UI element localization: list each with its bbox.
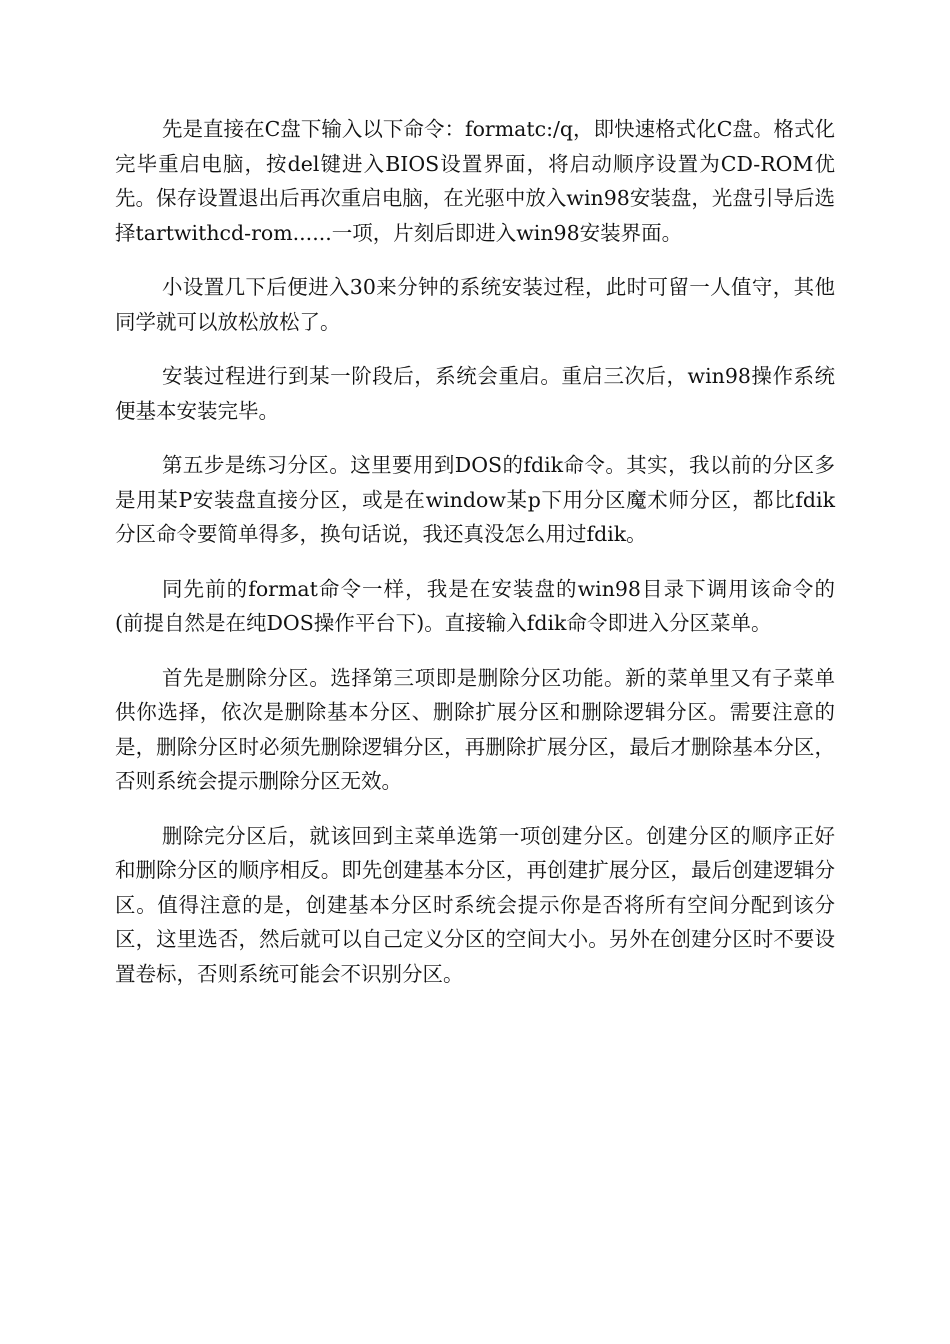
paragraph-fdisk-invoke: 同先前的format命令一样，我是在安装盘的win98目录下调用该命令的(前提自然是在纯DOS操作平台下)。直接输入fdik命令即进入分区菜单。 [115, 576, 835, 635]
paragraph-reboot: 安装过程进行到某一阶段后，系统会重启。重启三次后，win98操作系统便基本安装完毕。 [115, 364, 835, 423]
document-body [115, 112, 835, 1011]
paragraph-delete-partitions: 首先是删除分区。选择第三项即是删除分区功能。新的菜单里又有子菜单供你选择，依次是删除基本分区、删除扩展分区和删除逻辑分区。需要注意的是，删除分区时必须先删除逻辑分区，再删除扩展分区，最后才删除基本分区，否则系统会提示删除分区无效。 [115, 665, 835, 793]
paragraph-fdisk-intro: 第五步是练习分区。这里要用到DOS的fdik命令。其实，我以前的分区多是用某P安装盘直接分区，或是在window某p下用分区魔术师分区，都比fdik分区命令要简单得多，换句话说，我还真没怎么用过fdik。 [115, 453, 835, 546]
paragraph-install-process: 小设置几下后便进入30来分钟的系统安装过程，此时可留一人值守，其他同学就可以放松放松了。 [115, 275, 835, 334]
paragraph-create-partitions: 删除完分区后，就该回到主菜单选第一项创建分区。创建分区的顺序正好和删除分区的顺序相反。即先创建基本分区，再创建扩展分区，最后创建逻辑分区。值得注意的是，创建基本分区时系统会提示你是否将所有空间分配到该分区，这里选否，然后就可以自己定义分区的空间大小。另外在创建分区时不要设置卷标，否则系统可能会不识别分区。 [115, 823, 835, 986]
paragraph-format-and-install: 先是直接在C盘下输入以下命令：formatc:/q，即快速格式化C盘。格式化完毕重启电脑，按del键进入BIOS设置界面，将启动顺序设置为CD-ROM优先。保存设置退出后再次重启电脑，在光驱中放入win98安装盘，光盘引导后选择tartwithcd-rom......一项，片刻后即进入win98安装界面。 [115, 117, 835, 245]
